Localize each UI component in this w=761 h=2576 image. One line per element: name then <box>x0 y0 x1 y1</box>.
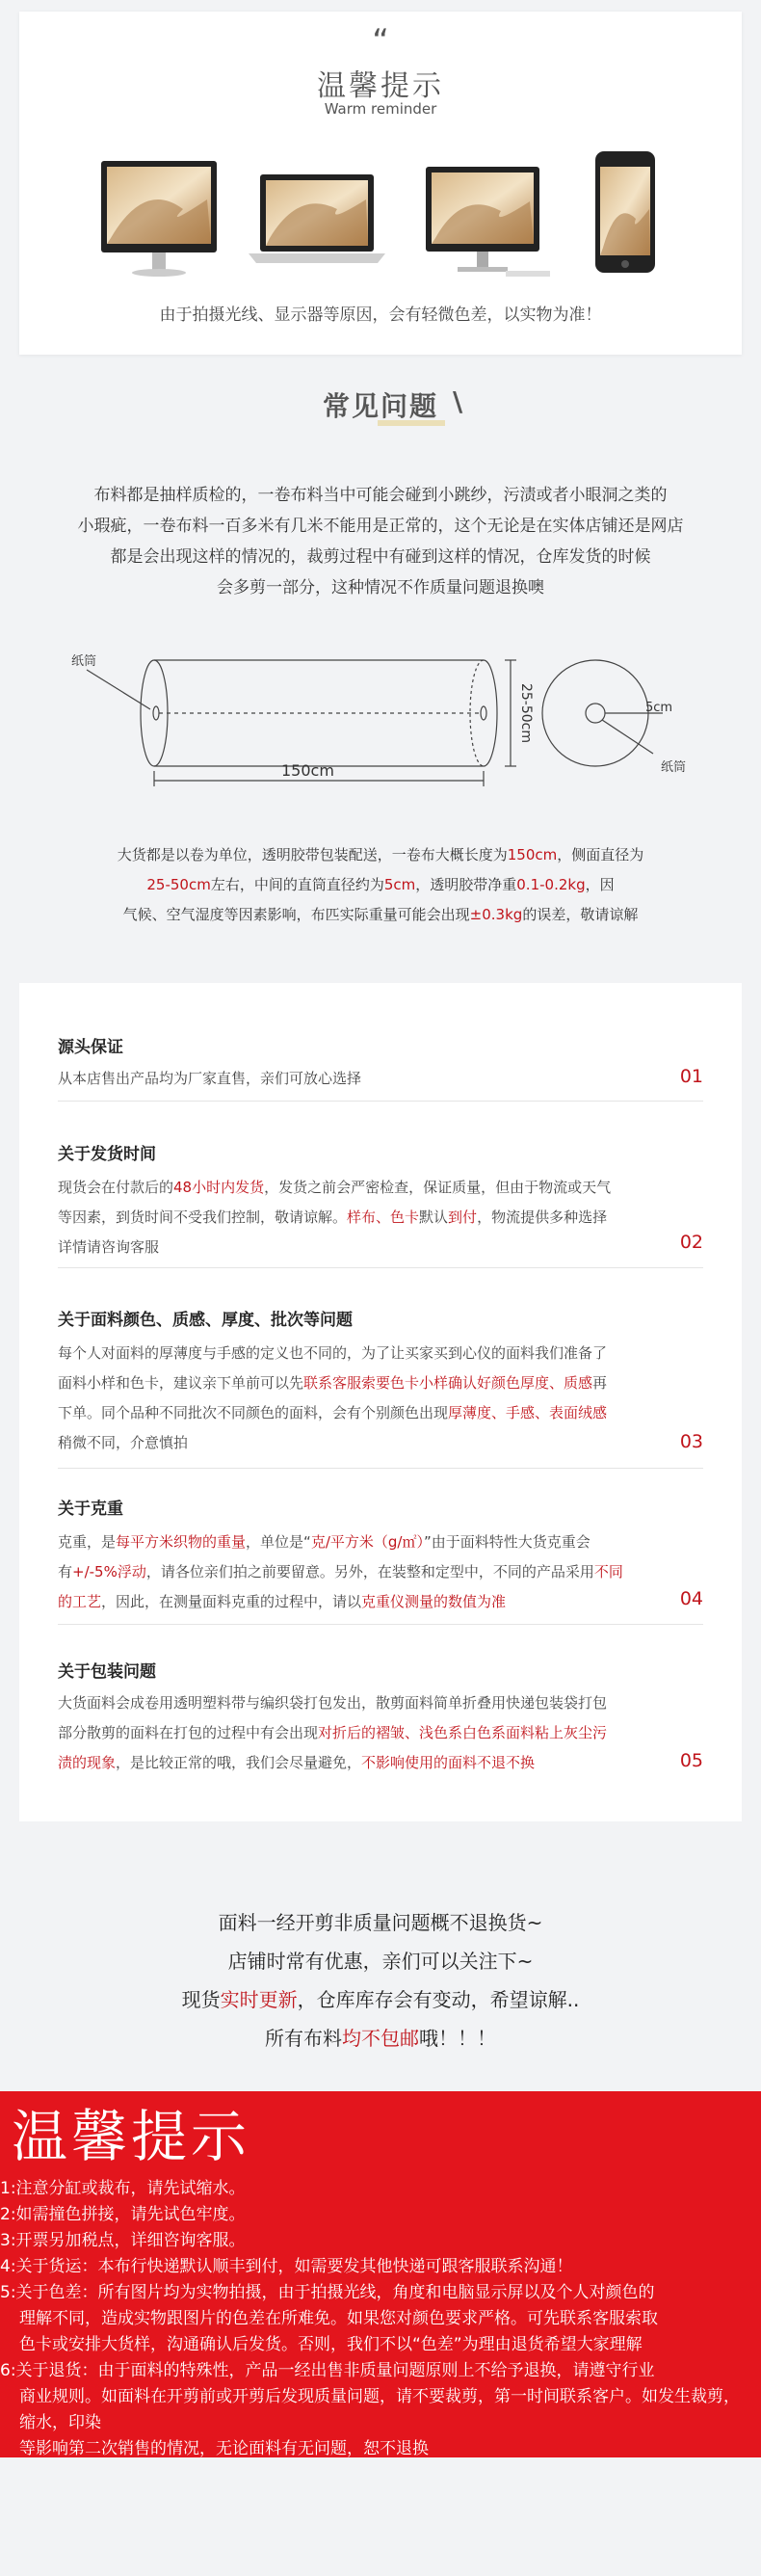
length-label: 150cm <box>281 761 334 780</box>
text: 有 <box>58 1563 73 1580</box>
qa-source-guarantee <box>58 1033 703 1139</box>
text: 大货都是以卷为单位，透明胶带包装配送，一卷布大概长度为 <box>117 846 508 863</box>
highlight: ±0.3kg <box>469 906 523 923</box>
tip-item: 5:关于色差：所有图片均为实物拍摄，由于拍摄光线，角度和电脑显示屏以及个人对颜色的 <box>0 2283 655 2302</box>
qa-packaging <box>58 1658 703 1802</box>
tip-item-continued: 理解不同，造成实物跟图片的色差在所难免。如果您对颜色要求严格。可先联系客服索取 <box>19 2309 658 2328</box>
tip-item: 2:如需撞色拼接，请先试色牢度。 <box>0 2205 246 2224</box>
faq-heading <box>0 385 761 424</box>
highlight: 150cm <box>507 846 558 863</box>
tube-label-left: 纸筒 <box>71 654 97 669</box>
tip-item-continued: 等影响第二次销售的情况，无论面料有无问题，恕不退换 <box>19 2439 429 2458</box>
highlight: 48小时内发货 <box>173 1179 265 1196</box>
warm-reminder-title: 温馨提示 <box>317 69 444 103</box>
roll-drawing <box>58 646 713 800</box>
qa-body <box>58 1527 665 1617</box>
intro-line: 会多剪一部分，这种情况不作质量问题退换噢 <box>217 578 544 598</box>
core-label: 5cm <box>645 701 673 715</box>
highlight: 克重仪测量的数值为准 <box>361 1593 507 1610</box>
qa-title: 关于克重 <box>58 1500 123 1519</box>
qa-number: 05 <box>679 1750 703 1771</box>
text: ，透明胶带净重 <box>415 876 517 893</box>
text: 大货面料会成卷用透明塑料带与编织袋打包发出，散剪面料简单折叠用快递包装袋打包 <box>58 1694 608 1712</box>
text: 再 <box>592 1374 608 1392</box>
text: ，是比较正常的哦，我们会尽量避免， <box>116 1754 362 1771</box>
qa-shipping-time <box>58 1140 703 1285</box>
tip-item: 6:关于退货：由于面料的特殊性，产品一经出售非质量问题原则上不给予退换，请遵守行业 <box>0 2361 655 2380</box>
warm-tips-banner <box>0 2091 761 2457</box>
qa-card <box>19 983 742 1821</box>
roll-line-1 <box>58 840 703 870</box>
intro-line: 布料都是抽样质检的，一卷布料当中可能会碰到小跳纱，污渍或者小眼洞之类的 <box>93 486 668 505</box>
text: ”由于面料特性大货克重会 <box>423 1533 590 1551</box>
text: 等因素，到货时间不受我们控制，敬请谅解。 <box>58 1208 348 1226</box>
faq-heading-text: 常见问题 <box>322 390 438 422</box>
closing-line <box>0 1980 761 2019</box>
qa-number: 01 <box>679 1066 703 1087</box>
qa-number: 03 <box>679 1431 703 1452</box>
qa-weight <box>58 1495 703 1639</box>
text: 所有布料 <box>265 2027 342 2050</box>
intro-line: 小瑕疵，一卷布料一百多米有几米不能用是正常的，这个无论是在实体店铺还是网店 <box>77 517 684 536</box>
color-difference-note: 由于拍摄光线、显示器等原因，会有轻微色差，以实物为准！ <box>159 305 602 325</box>
text: 详情请咨询客服 <box>58 1238 160 1256</box>
highlight: 克/平方米（g/㎡） <box>310 1533 424 1551</box>
tip-item-continued: 色卡或安排大货样，沟通确认后发货。否则，我们不以“色差”为理由退货希望大家理解 <box>19 2335 643 2354</box>
tip-item: 3:开票另加税点，详细咨询客服。 <box>0 2231 246 2250</box>
text: 现货会在付款后的 <box>58 1179 174 1196</box>
text: 左右，中间的直筒直径约为 <box>210 876 384 893</box>
qa-title: 关于发货时间 <box>58 1145 156 1164</box>
text: 现货 <box>181 1988 221 2011</box>
warm-reminder-card <box>19 12 742 355</box>
text: ，因此，在测量面料克重的过程中，请以 <box>101 1593 362 1610</box>
device-illustration <box>19 142 742 286</box>
warm-tips-list <box>0 2176 761 2462</box>
text: ，因 <box>585 876 615 893</box>
roll-description <box>58 840 703 930</box>
highlight: +/-5%浮动 <box>72 1563 146 1580</box>
closing-line <box>0 2019 761 2058</box>
desktop-monitor-icon <box>101 161 217 277</box>
closing-notes <box>0 1903 761 2058</box>
highlight: 渍的现象 <box>58 1754 117 1771</box>
qa-number: 02 <box>679 1232 703 1253</box>
monitor-icon <box>426 167 550 277</box>
intro-line: 都是会出现这样的情况的，裁剪过程中有碰到这样的情况，仓库发货的时候 <box>110 547 651 567</box>
closing-line: 面料一经开剪非质量问题概不退换货~ <box>218 1911 543 1934</box>
divider <box>58 1624 703 1625</box>
closing-line: 店铺时常有优惠，亲们可以关注下~ <box>227 1950 534 1973</box>
qa-body <box>58 1173 665 1262</box>
tube-label-right: 纸筒 <box>661 760 687 775</box>
roll-line-2 <box>58 870 703 900</box>
highlight: 的工艺 <box>58 1593 102 1610</box>
highlight: 25-50cm <box>146 876 211 893</box>
tip-item-continued: 商业规则。如面料在开剪前或开剪后发现质量问题，请不要裁剪，第一时间联系客户。如发生裁剪，缩水，印染 <box>19 2387 740 2432</box>
highlight: 0.1-0.2kg <box>516 876 586 893</box>
text: 每个人对面料的厚薄度与手感的定义也不同的，为了让买家买到心仪的面料我们准备了 <box>58 1344 608 1362</box>
text: ，发货之前会严密检查，保证质量，但由于物流或天气 <box>264 1179 612 1196</box>
highlight: 不同 <box>593 1563 623 1580</box>
text: ，单位是“ <box>246 1533 311 1551</box>
qa-title: 源头保证 <box>58 1038 123 1057</box>
qa-fabric-quality <box>58 1306 703 1489</box>
tip-item: 1:注意分缸或裁布，请先试缩水。 <box>0 2179 246 2198</box>
roll-line-3 <box>58 900 703 930</box>
text: 默认 <box>419 1208 449 1226</box>
text: 克重，是 <box>58 1533 117 1551</box>
quote-icon: “ <box>372 22 389 61</box>
qa-title: 关于面料颜色、质感、厚度、批次等问题 <box>58 1311 353 1330</box>
divider <box>58 1267 703 1268</box>
qa-number: 04 <box>679 1588 703 1609</box>
warm-reminder-subtitle: Warm reminder <box>324 100 437 118</box>
text: 部分散剪的面料在打包的过程中有会出现 <box>58 1724 319 1741</box>
text: 稍微不同，介意慎拍 <box>58 1434 189 1451</box>
highlight: 不影响使用的面料不退不换 <box>361 1754 536 1771</box>
text: ，物流提供多种选择 <box>477 1208 608 1226</box>
tip-item: 4:关于货运：本布行快递默认顺丰到付，如需要发其他快递可跟客服联系沟通！ <box>0 2257 573 2276</box>
divider <box>58 1468 703 1469</box>
warm-tips-title: 温馨提示 <box>12 2104 251 2169</box>
highlight: 5cm <box>383 876 416 893</box>
highlight: 每平方米织物的重量 <box>116 1533 247 1551</box>
text: 的误差，敬请谅解 <box>522 906 639 923</box>
highlight: 厚薄度、手感、表面绒感 <box>448 1404 608 1421</box>
text: ，仓库库存会有变动，希望谅解.. <box>297 1988 580 2011</box>
faq-intro <box>58 480 703 603</box>
highlight: 对折后的褶皱、浅色系白色系面料粘上灰尘污 <box>318 1724 608 1741</box>
highlight: 均不包邮 <box>342 2027 419 2050</box>
text: 气候、空气湿度等因素影响，布匹实际重量可能会出现 <box>122 906 470 923</box>
highlight: 到付 <box>448 1208 478 1226</box>
phone-icon <box>595 151 655 273</box>
diameter-label: 25-50cm <box>518 682 534 744</box>
heading-slash: \ <box>453 385 463 417</box>
text: ，侧面直径为 <box>557 846 644 863</box>
highlight: 实时更新 <box>220 1988 298 2011</box>
qa-title: 关于包装问题 <box>58 1662 156 1682</box>
highlight: 联系客服索要色卡小样确认好颜色厚度、质感 <box>303 1374 593 1392</box>
divider <box>58 1101 703 1102</box>
fabric-roll-diagram <box>58 646 713 800</box>
laptop-icon <box>249 174 385 263</box>
qa-body <box>58 1688 665 1778</box>
text: ，请各位亲们拍之前要留意。另外，在装整和定型中，不同的产品采用 <box>145 1563 594 1580</box>
text: 哦！！！ <box>419 2027 496 2050</box>
highlight: 样布、色卡 <box>347 1208 420 1226</box>
qa-body: 从本店售出产品均为厂家直售，亲们可放心选择 <box>58 1070 362 1087</box>
text: 面料小样和色卡，建议亲下单前可以先 <box>58 1374 304 1392</box>
text: 下单。同个品种不同批次不同颜色的面料，会有个别颜色出现 <box>58 1404 449 1421</box>
qa-body <box>58 1339 665 1458</box>
